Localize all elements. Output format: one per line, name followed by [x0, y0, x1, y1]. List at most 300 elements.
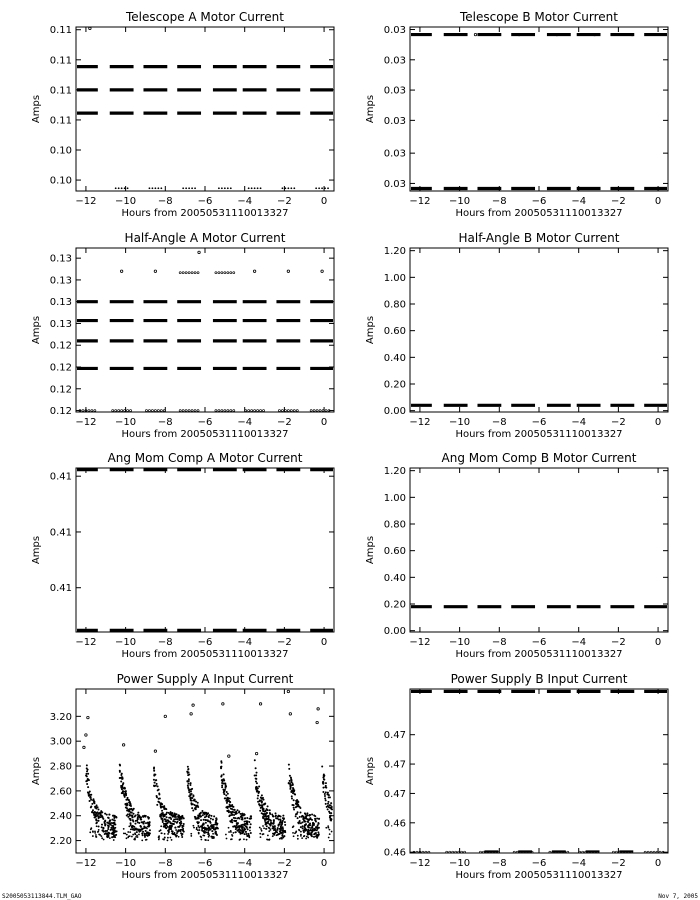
data-point [129, 818, 131, 820]
data-point [198, 251, 200, 253]
data-point [220, 760, 222, 762]
data-point [192, 810, 194, 812]
y-tick-label: 2.60 [49, 786, 72, 798]
data-point [318, 187, 320, 189]
data-point [245, 410, 247, 412]
data-point [156, 783, 158, 785]
x-tick-label: −6 [197, 196, 213, 207]
data-point [114, 834, 116, 836]
data-point [133, 813, 135, 815]
y-tick-label: 0.12 [49, 384, 72, 396]
data-point [159, 797, 161, 799]
data-point [300, 826, 302, 828]
data-point [237, 809, 239, 811]
data-point [99, 814, 101, 816]
data-point [327, 803, 329, 805]
data-point [270, 820, 272, 822]
data-point [264, 803, 266, 805]
x-tick-label: −2 [277, 637, 292, 648]
y-tick-label: 2.20 [49, 836, 72, 848]
y-tick-label: 1.20 [383, 466, 406, 478]
data-point [87, 779, 89, 781]
data-point [198, 827, 200, 829]
data-point [322, 787, 324, 789]
data-point [106, 814, 108, 816]
chart-title: Power Supply A Input Current [116, 672, 294, 686]
data-point [178, 817, 180, 819]
data-point [91, 811, 93, 813]
y-tick-label: 0.46 [383, 818, 406, 830]
data-point [289, 780, 291, 782]
x-tick-label: 0 [654, 858, 662, 869]
data-layer [83, 690, 333, 841]
data-point [260, 804, 262, 806]
data-point [300, 831, 302, 833]
data-point [241, 818, 243, 820]
data-point [256, 782, 258, 784]
data-point [198, 821, 200, 823]
data-point [127, 187, 129, 189]
data-point [109, 820, 111, 822]
x-tick-label: −2 [277, 196, 292, 207]
data-point [250, 815, 252, 817]
data-point [257, 410, 259, 412]
data-point [207, 839, 209, 841]
x-tick-label: −4 [571, 637, 587, 648]
data-point [235, 828, 237, 830]
data-point [292, 826, 294, 828]
data-point [141, 840, 143, 842]
data-point [213, 828, 215, 830]
data-point [275, 815, 277, 817]
x-tick-label: −12 [75, 858, 97, 869]
data-point [292, 792, 294, 794]
data-point [224, 787, 226, 789]
data-point [244, 817, 246, 819]
data-point [103, 839, 105, 841]
data-point [263, 410, 265, 412]
x-tick-label: −12 [409, 637, 431, 648]
data-point [228, 831, 230, 833]
data-point [182, 828, 184, 830]
data-point [137, 821, 139, 823]
y-tick-label: 0.20 [383, 599, 406, 611]
data-point [288, 768, 290, 770]
data-point [141, 833, 143, 835]
y-tick-label: 0.03 [383, 115, 406, 127]
data-point [516, 851, 518, 853]
data-point [193, 827, 195, 829]
y-tick-label: 0.40 [383, 352, 406, 364]
data-point [188, 778, 190, 780]
data-point [168, 812, 170, 814]
data-point [215, 817, 217, 819]
data-point [260, 806, 262, 808]
data-point [161, 832, 163, 834]
data-point [208, 836, 210, 838]
data-point [248, 187, 250, 189]
data-point [169, 817, 171, 819]
data-point [126, 837, 128, 839]
chart-panel-5 [31, 451, 334, 660]
data-point [289, 775, 291, 777]
data-point [297, 811, 299, 813]
data-point [154, 410, 156, 412]
data-point [132, 821, 134, 823]
data-point [95, 836, 97, 838]
data-point [301, 821, 303, 823]
data-point [226, 838, 228, 840]
data-point [272, 825, 274, 827]
data-point [145, 830, 147, 832]
data-point [234, 820, 236, 822]
data-point [87, 786, 89, 788]
data-point [148, 834, 150, 836]
data-point [300, 811, 302, 813]
data-point [156, 796, 158, 798]
data-point [293, 807, 295, 809]
data-point [260, 828, 262, 830]
data-point [194, 410, 196, 412]
data-point [295, 806, 297, 808]
data-point [281, 410, 283, 412]
data-point [119, 771, 121, 773]
data-point [269, 828, 271, 830]
data-point [90, 828, 92, 830]
data-point [188, 773, 190, 775]
data-point [228, 755, 230, 757]
data-point [170, 822, 172, 824]
data-point [273, 833, 275, 835]
data-point [188, 187, 190, 189]
data-point [256, 786, 258, 788]
data-point [130, 811, 132, 813]
data-point [247, 835, 249, 837]
data-point [101, 826, 103, 828]
data-point [196, 827, 198, 829]
data-point [327, 827, 329, 829]
data-point [90, 806, 92, 808]
data-point [187, 784, 189, 786]
data-point [189, 784, 191, 786]
data-point [224, 187, 226, 189]
data-point [297, 835, 299, 837]
data-point [230, 410, 232, 412]
data-point [111, 819, 113, 821]
data-point [244, 824, 246, 826]
data-point [134, 837, 136, 839]
data-point [293, 410, 295, 412]
data-point [212, 818, 214, 820]
data-point [245, 831, 247, 833]
y-axis-label: Amps [31, 94, 42, 124]
data-point [221, 782, 223, 784]
data-point [188, 782, 190, 784]
data-point [134, 816, 136, 818]
data-point [170, 811, 172, 813]
data-point [152, 187, 154, 189]
data-point [330, 815, 332, 817]
data-point [290, 187, 292, 189]
data-point [115, 817, 117, 819]
y-tick-label: 0.13 [49, 253, 72, 265]
data-point [211, 837, 213, 839]
data-point [161, 818, 163, 820]
y-tick-label: 1.20 [383, 246, 406, 258]
y-axis-label: Amps [31, 315, 42, 345]
data-point [297, 838, 299, 840]
data-point [304, 825, 306, 827]
data-point [209, 820, 211, 822]
data-point [306, 812, 308, 814]
data-point [112, 410, 114, 412]
data-point [314, 830, 316, 832]
data-point [130, 805, 132, 807]
data-point [324, 798, 326, 800]
data-point [145, 839, 147, 841]
data-point [232, 806, 234, 808]
data-point [231, 814, 233, 816]
data-point [154, 750, 156, 752]
data-point [180, 822, 182, 824]
data-point [102, 828, 104, 830]
data-point [264, 823, 266, 825]
data-point [325, 827, 327, 829]
data-point [98, 825, 100, 827]
data-point [259, 810, 261, 812]
data-point [190, 799, 192, 801]
data-point [305, 838, 307, 840]
data-point [98, 820, 100, 822]
data-point [245, 833, 247, 835]
data-point [276, 829, 278, 831]
data-point [231, 808, 233, 810]
data-point [121, 187, 123, 189]
data-point [96, 804, 98, 806]
data-point [123, 828, 125, 830]
data-point [325, 799, 327, 801]
chart-panel-6 [365, 451, 668, 660]
data-point [96, 825, 98, 827]
data-point [124, 833, 126, 835]
x-tick-label: −6 [531, 637, 547, 648]
data-point [215, 828, 217, 830]
data-point [167, 837, 169, 839]
data-point [157, 187, 159, 189]
data-point [271, 827, 273, 829]
data-point [122, 744, 124, 746]
data-point [258, 791, 260, 793]
data-point [275, 817, 277, 819]
data-point [201, 825, 203, 827]
data-point [154, 270, 156, 272]
x-tick-label: −10 [449, 858, 471, 869]
data-point [207, 827, 209, 829]
data-point [191, 797, 193, 799]
data-point [113, 817, 115, 819]
y-tick-label: 0.13 [49, 297, 72, 309]
data-point [299, 816, 301, 818]
data-point [194, 272, 196, 274]
x-axis-label: Hours from 20050531110013327 [455, 208, 623, 219]
data-point [212, 833, 214, 835]
data-point [190, 713, 192, 715]
data-point [283, 831, 285, 833]
data-point [191, 272, 193, 274]
data-point [292, 788, 294, 790]
data-point [212, 826, 214, 828]
data-point [188, 795, 190, 797]
x-tick-label: −6 [197, 417, 213, 428]
data-layer [411, 691, 667, 853]
data-point [178, 830, 180, 832]
data-point [122, 778, 124, 780]
data-point [330, 807, 332, 809]
data-point [190, 835, 192, 837]
data-point [171, 812, 173, 814]
data-point [304, 812, 306, 814]
data-point [211, 830, 213, 832]
data-point [107, 826, 109, 828]
data-point [201, 830, 203, 832]
data-point [115, 410, 117, 412]
data-point [190, 833, 192, 835]
x-tick-label: −10 [115, 637, 137, 648]
data-point [194, 818, 196, 820]
data-point [161, 810, 163, 812]
data-point [233, 817, 235, 819]
data-point [194, 804, 196, 806]
data-point [183, 831, 185, 833]
data-point [284, 187, 286, 189]
data-point [185, 410, 187, 412]
x-tick-label: −8 [157, 637, 173, 648]
x-tick-label: −2 [611, 858, 626, 869]
data-layer [411, 33, 667, 188]
y-tick-label: 0.03 [383, 178, 406, 190]
y-tick-label: 0.11 [49, 25, 72, 37]
data-point [123, 788, 125, 790]
data-point [295, 831, 297, 833]
y-tick-label: 0.00 [383, 406, 406, 418]
data-point [647, 851, 649, 853]
x-axis-label: Hours from 20050531110013327 [455, 429, 623, 440]
data-point [85, 734, 87, 736]
data-point [153, 785, 155, 787]
data-point [223, 790, 225, 792]
data-point [187, 768, 189, 770]
data-point [582, 851, 584, 853]
data-point [273, 822, 275, 824]
data-point [255, 752, 257, 754]
data-point [294, 793, 296, 795]
data-point [275, 830, 277, 832]
data-point [293, 835, 295, 837]
data-point [281, 838, 283, 840]
data-point [263, 799, 265, 801]
y-tick-label: 0.11 [49, 55, 72, 67]
data-point [428, 851, 430, 853]
data-point [239, 827, 241, 829]
data-point [107, 828, 109, 830]
data-point [315, 187, 317, 189]
data-point [87, 769, 89, 771]
data-point [101, 837, 103, 839]
data-point [176, 832, 178, 834]
data-point [313, 410, 315, 412]
data-point [273, 829, 275, 831]
data-point [188, 272, 190, 274]
data-point [567, 851, 569, 853]
data-point [134, 823, 136, 825]
data-point [272, 835, 274, 837]
data-point [325, 803, 327, 805]
data-point [281, 822, 283, 824]
data-point [167, 839, 169, 841]
data-point [322, 781, 324, 783]
y-axis-label: Amps [365, 535, 376, 565]
data-point [269, 823, 271, 825]
data-point [316, 721, 318, 723]
plot-frame [410, 689, 668, 853]
data-point [187, 786, 189, 788]
data-point [185, 187, 187, 189]
data-point [235, 831, 237, 833]
data-point [200, 819, 202, 821]
data-point [644, 851, 646, 853]
data-point [207, 820, 209, 822]
data-point [99, 816, 101, 818]
data-point [237, 826, 239, 828]
data-point [173, 814, 175, 816]
data-point [187, 766, 189, 768]
x-tick-label: 0 [320, 196, 328, 207]
data-point [165, 827, 167, 829]
data-point [291, 779, 293, 781]
data-point [157, 410, 159, 412]
data-point [449, 851, 451, 853]
data-point [329, 829, 331, 831]
data-point [321, 765, 323, 767]
data-point [160, 807, 162, 809]
data-point [188, 791, 190, 793]
data-point [248, 410, 250, 412]
data-point [248, 836, 250, 838]
data-point [197, 410, 199, 412]
data-point [297, 805, 299, 807]
data-point [197, 817, 199, 819]
x-tick-label: −12 [75, 417, 97, 428]
data-point [163, 410, 165, 412]
data-point [190, 791, 192, 793]
data-point [327, 825, 329, 827]
data-point [94, 811, 96, 813]
data-point [265, 828, 267, 830]
data-point [233, 809, 235, 811]
data-point [164, 814, 166, 816]
data-point [113, 839, 115, 841]
data-point [329, 796, 331, 798]
data-point [93, 802, 95, 804]
data-point [113, 831, 115, 833]
data-point [283, 817, 285, 819]
data-point [416, 851, 418, 853]
data-point [147, 826, 149, 828]
data-point [305, 816, 307, 818]
data-point [83, 746, 85, 748]
data-point [276, 834, 278, 836]
data-point [291, 797, 293, 799]
